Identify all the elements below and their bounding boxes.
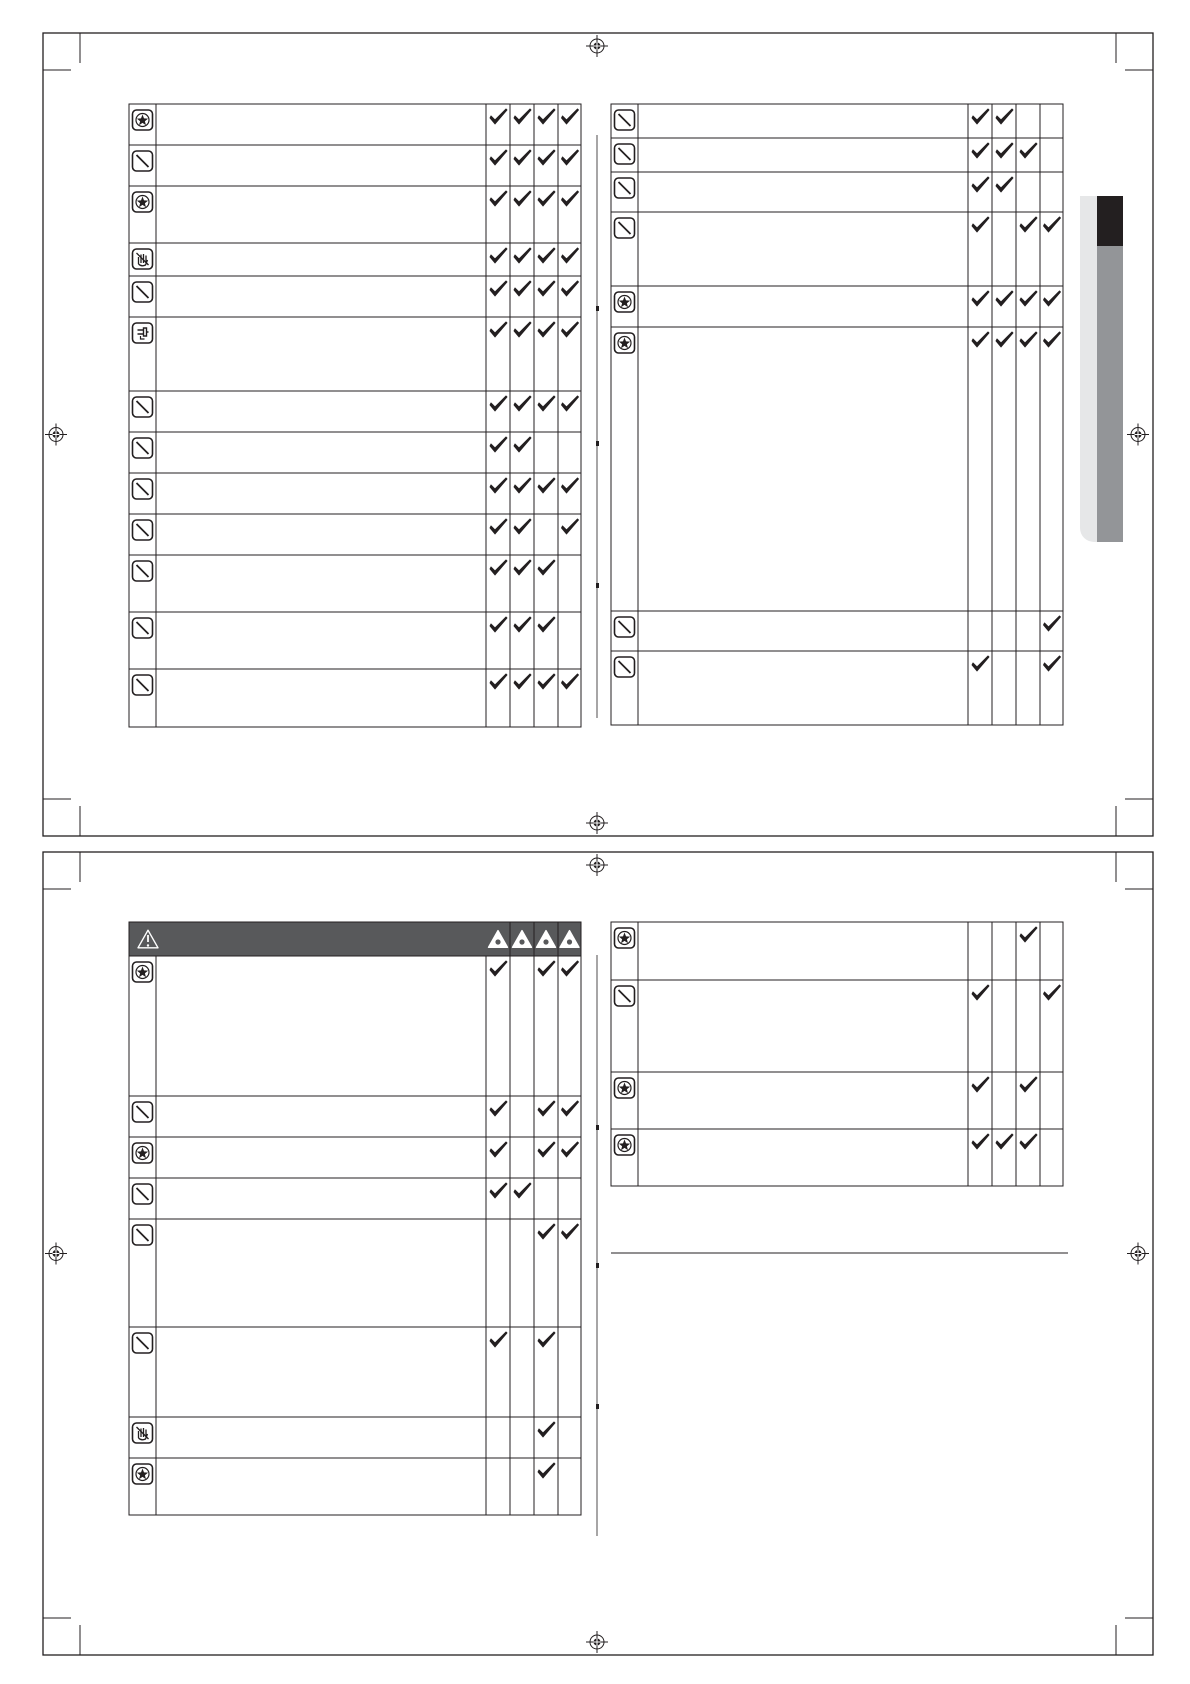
prohibited-icon xyxy=(133,1184,153,1204)
table-row xyxy=(129,473,581,514)
row-border xyxy=(129,1096,581,1137)
check-mark xyxy=(490,150,507,165)
registration-mark xyxy=(586,35,608,57)
prohibited-icon xyxy=(615,617,635,637)
check-mark xyxy=(972,291,989,306)
table-row xyxy=(129,555,581,612)
table-row xyxy=(129,104,581,145)
check-mark xyxy=(972,177,989,192)
prohibited-icon xyxy=(133,520,153,540)
table-row xyxy=(611,980,1063,1072)
table-row xyxy=(129,1219,581,1327)
prohibited-icon xyxy=(133,282,153,302)
check-mark xyxy=(1020,291,1037,306)
check-mark xyxy=(490,478,507,493)
star-icon xyxy=(133,1143,153,1163)
check-mark xyxy=(562,1224,579,1239)
check-mark xyxy=(972,217,989,232)
check-mark xyxy=(538,1463,555,1478)
check-mark xyxy=(514,478,531,493)
check-mark xyxy=(1044,291,1061,306)
check-mark xyxy=(1044,656,1061,671)
table-row xyxy=(129,1137,581,1178)
table-header xyxy=(129,922,581,956)
table-row xyxy=(611,104,1063,138)
check-mark xyxy=(538,961,555,976)
row-border xyxy=(129,1137,581,1178)
check-mark xyxy=(996,177,1013,192)
table-row xyxy=(129,243,581,276)
row-border xyxy=(611,212,1063,286)
check-mark xyxy=(1020,927,1037,942)
row-border xyxy=(129,956,581,1096)
registration-mark xyxy=(45,424,67,446)
check-mark xyxy=(538,1332,555,1347)
prohibited-icon xyxy=(133,397,153,417)
row-border xyxy=(611,327,1063,611)
checklist-table-top-left xyxy=(129,104,581,727)
check-mark xyxy=(972,656,989,671)
check-mark xyxy=(562,191,579,206)
row-border xyxy=(129,473,581,514)
check-mark xyxy=(490,961,507,976)
table-row xyxy=(611,138,1063,172)
row-border xyxy=(129,186,581,243)
prohibited-icon xyxy=(615,986,635,1006)
check-mark xyxy=(514,191,531,206)
table-row xyxy=(129,514,581,555)
row-border xyxy=(129,1219,581,1327)
table-row xyxy=(129,1417,581,1458)
column-separator xyxy=(596,955,599,1536)
registration-mark xyxy=(1127,424,1149,446)
check-mark xyxy=(538,617,555,632)
check-mark xyxy=(538,560,555,575)
check-mark xyxy=(562,478,579,493)
row-border xyxy=(129,1178,581,1219)
table-row xyxy=(129,1178,581,1219)
table-row xyxy=(611,286,1063,327)
row-border xyxy=(129,1458,581,1515)
prohibited-icon xyxy=(133,1102,153,1122)
check-mark xyxy=(562,109,579,124)
check-mark xyxy=(1044,332,1061,347)
check-mark xyxy=(514,281,531,296)
check-mark xyxy=(1044,616,1061,631)
table-row xyxy=(611,651,1063,725)
check-mark xyxy=(490,560,507,575)
check-mark xyxy=(538,1101,555,1116)
star-icon xyxy=(615,333,635,353)
prohibited-icon xyxy=(133,618,153,638)
plug-icon xyxy=(133,323,153,343)
check-mark xyxy=(996,109,1013,124)
table-row xyxy=(611,611,1063,651)
star-icon xyxy=(615,292,635,312)
check-mark xyxy=(538,1142,555,1157)
registration-mark xyxy=(586,1631,608,1653)
check-mark xyxy=(538,281,555,296)
table-row xyxy=(611,172,1063,212)
row-border xyxy=(129,317,581,391)
check-mark xyxy=(514,617,531,632)
check-mark xyxy=(996,1134,1013,1149)
check-mark xyxy=(514,560,531,575)
check-mark xyxy=(538,1224,555,1239)
row-border xyxy=(129,669,581,727)
checklist-table-top-right xyxy=(611,104,1063,725)
table-row xyxy=(129,612,581,669)
check-mark xyxy=(996,291,1013,306)
prohibited-icon xyxy=(133,675,153,695)
table-row xyxy=(129,317,581,391)
check-mark xyxy=(562,150,579,165)
check-mark xyxy=(972,109,989,124)
table-row xyxy=(129,145,581,186)
check-mark xyxy=(1020,1134,1037,1149)
check-mark xyxy=(538,478,555,493)
row-border xyxy=(129,391,581,432)
fold-mark xyxy=(596,583,599,588)
check-mark xyxy=(972,1077,989,1092)
table-row xyxy=(611,212,1063,286)
check-mark xyxy=(514,1183,531,1198)
check-mark xyxy=(490,674,507,689)
fold-mark xyxy=(596,306,599,311)
row-border xyxy=(611,922,1063,980)
row-border xyxy=(129,104,581,145)
table-row xyxy=(129,391,581,432)
row-border xyxy=(611,172,1063,212)
fold-mark xyxy=(596,441,599,446)
prohibited-icon xyxy=(615,144,635,164)
check-mark xyxy=(996,332,1013,347)
check-mark xyxy=(996,143,1013,158)
check-mark xyxy=(538,674,555,689)
table-row xyxy=(611,327,1063,611)
star-icon xyxy=(615,928,635,948)
check-mark xyxy=(490,281,507,296)
prohibited-icon xyxy=(133,151,153,171)
check-mark xyxy=(490,396,507,411)
check-mark xyxy=(538,191,555,206)
check-mark xyxy=(562,674,579,689)
check-mark xyxy=(538,109,555,124)
check-mark xyxy=(1044,985,1061,1000)
star-icon xyxy=(615,1135,635,1155)
page-panel-1 xyxy=(43,33,1153,836)
row-border xyxy=(611,611,1063,651)
check-mark xyxy=(514,674,531,689)
check-mark xyxy=(562,1101,579,1116)
check-mark xyxy=(538,1422,555,1437)
column-separator xyxy=(596,135,599,718)
check-mark xyxy=(490,1332,507,1347)
row-border xyxy=(129,243,581,276)
check-mark xyxy=(514,519,531,534)
check-mark xyxy=(1020,217,1037,232)
hand-icon xyxy=(133,1423,153,1443)
prohibited-icon xyxy=(615,657,635,677)
fold-mark xyxy=(596,1263,599,1268)
row-border xyxy=(129,1327,581,1417)
fold-mark xyxy=(596,1404,599,1409)
check-mark xyxy=(538,322,555,337)
table-row xyxy=(611,1072,1063,1129)
check-mark xyxy=(490,248,507,263)
fold-mark xyxy=(596,1125,599,1130)
star-icon xyxy=(133,110,153,130)
panel-border xyxy=(43,33,1153,836)
check-mark xyxy=(490,1183,507,1198)
table-row xyxy=(611,922,1063,980)
check-mark xyxy=(562,519,579,534)
check-mark xyxy=(490,1142,507,1157)
check-mark xyxy=(514,437,531,452)
check-mark xyxy=(538,150,555,165)
checklist-table-bottom-left xyxy=(129,922,581,1515)
prohibited-icon xyxy=(133,1333,153,1353)
check-mark xyxy=(514,396,531,411)
star-icon xyxy=(615,1078,635,1098)
checklist-table-bottom-right xyxy=(611,922,1063,1186)
row-border xyxy=(611,651,1063,725)
check-mark xyxy=(972,332,989,347)
row-border xyxy=(611,980,1063,1072)
row-border xyxy=(611,286,1063,327)
row-border xyxy=(611,138,1063,172)
prohibited-icon xyxy=(133,561,153,581)
row-border xyxy=(129,1417,581,1458)
check-mark xyxy=(490,437,507,452)
check-mark xyxy=(490,109,507,124)
check-mark xyxy=(562,281,579,296)
prohibited-icon xyxy=(615,218,635,238)
registration-mark xyxy=(45,1243,67,1265)
prohibited-icon xyxy=(133,1225,153,1245)
check-mark xyxy=(490,1101,507,1116)
row-border xyxy=(129,514,581,555)
table-row xyxy=(129,1327,581,1417)
check-mark xyxy=(514,322,531,337)
check-mark xyxy=(562,1142,579,1157)
registration-mark xyxy=(586,854,608,876)
check-mark xyxy=(490,191,507,206)
hand-icon xyxy=(133,249,153,269)
row-border xyxy=(129,145,581,186)
check-mark xyxy=(562,322,579,337)
table-row xyxy=(129,432,581,473)
check-mark xyxy=(972,985,989,1000)
row-border xyxy=(129,276,581,317)
table-row xyxy=(129,186,581,243)
prohibited-icon xyxy=(615,110,635,130)
table-row xyxy=(129,956,581,1096)
row-border xyxy=(611,1129,1063,1186)
check-mark xyxy=(562,248,579,263)
table-row xyxy=(129,276,581,317)
star-icon xyxy=(133,1464,153,1484)
check-mark xyxy=(972,143,989,158)
prohibited-icon xyxy=(133,438,153,458)
table-row xyxy=(129,1458,581,1515)
check-mark xyxy=(972,1134,989,1149)
check-mark xyxy=(538,248,555,263)
row-border xyxy=(611,104,1063,138)
row-border xyxy=(129,432,581,473)
check-mark xyxy=(1020,332,1037,347)
table-row xyxy=(129,669,581,727)
check-mark xyxy=(1020,1077,1037,1092)
check-mark xyxy=(514,150,531,165)
check-mark xyxy=(1020,143,1037,158)
header-bar xyxy=(129,922,581,956)
check-mark xyxy=(562,961,579,976)
check-mark xyxy=(490,617,507,632)
row-border xyxy=(611,1072,1063,1129)
check-mark xyxy=(514,248,531,263)
star-icon xyxy=(133,962,153,982)
check-mark xyxy=(562,396,579,411)
check-mark xyxy=(514,109,531,124)
row-border xyxy=(129,555,581,612)
table-row xyxy=(129,1096,581,1137)
check-mark xyxy=(490,519,507,534)
star-icon xyxy=(133,192,153,212)
prohibited-icon xyxy=(133,479,153,499)
registration-mark xyxy=(1127,1243,1149,1265)
registration-mark xyxy=(586,812,608,834)
prohibited-icon xyxy=(615,178,635,198)
check-mark xyxy=(490,322,507,337)
check-mark xyxy=(1044,217,1061,232)
table-row xyxy=(611,1129,1063,1186)
row-border xyxy=(129,612,581,669)
check-mark xyxy=(538,396,555,411)
